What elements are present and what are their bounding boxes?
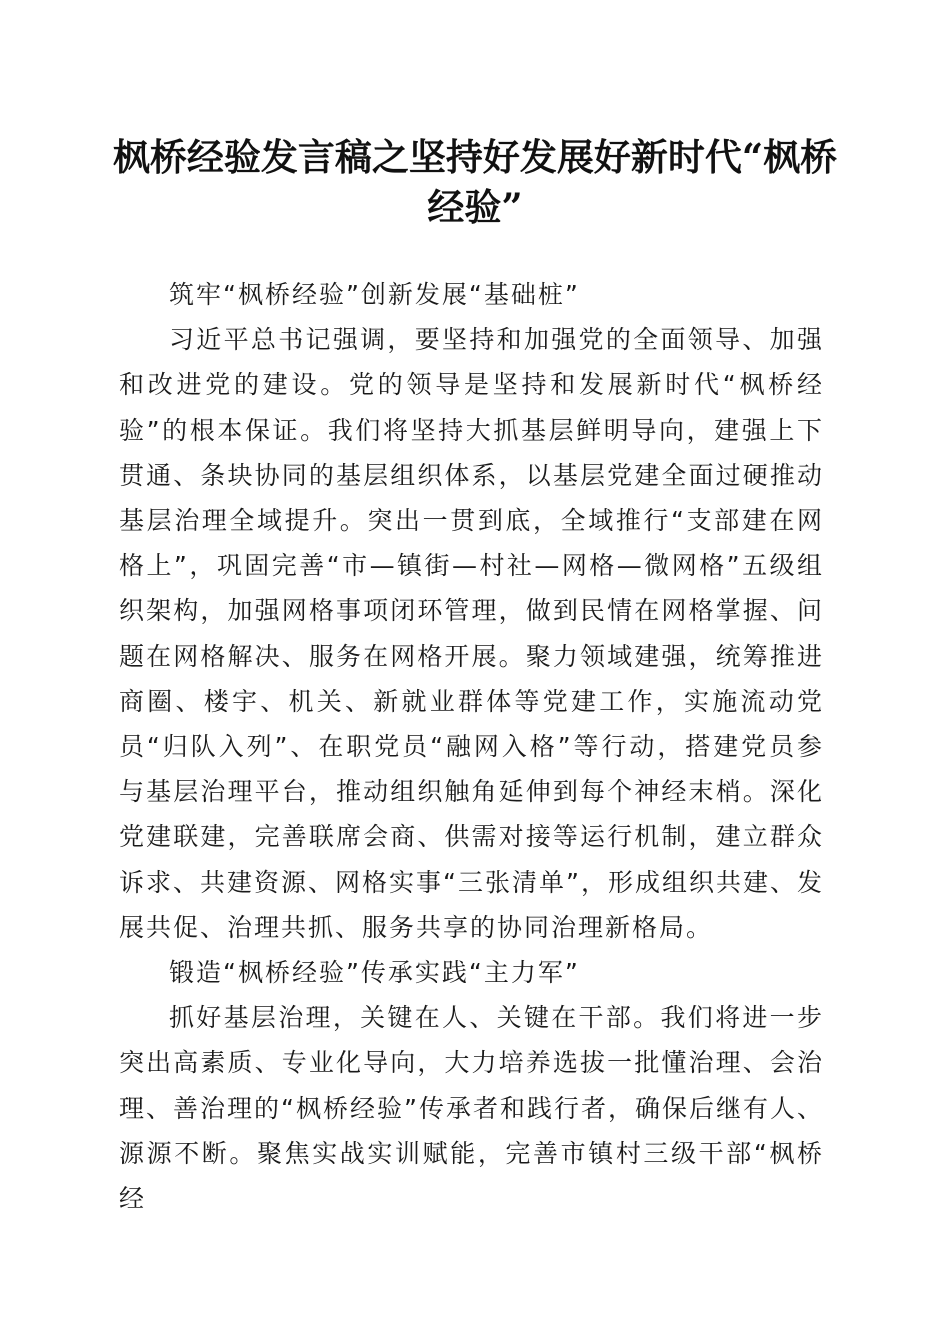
document-title: 枫桥经验发言稿之坚持好发展好新时代“枫桥经验” xyxy=(112,135,838,229)
paragraph-2: 抓好基层治理，关键在人、关键在干部。我们将进一步突出高素质、专业化导向，大力培养选拔一批懂治理、会治理、善治理的“枫桥经验”传承者和践行者，确保后继有人、源源不断。聚焦实战实训赋能，完善市镇村三级干部“枫桥经 xyxy=(119,1003,824,1214)
paragraph-1: 习近平总书记强调，要坚持和加强党的全面领导、加强和改进党的建设。党的领导是坚持和发展新时代“枫桥经验”的根本保证。我们将坚持大抓基层鲜明导向，建强上下贯通、条块协同的基层组织体系，以基层党建全面过硬推动基层治理全域提升。突出一贯到底，全域推行“支部建在网格上”，巩固完善“市—镇街—村社—网格—微网格”五级组织架构，加强网格事项闭环管理，做到民情在网格掌握、问题在网格解决、服务在网格开展。聚力领域建强，统筹推进商圈、楼宇、机关、新就业群体等党建工作，实施流动党员“归队入列”、在职党员“融网入格”等行动，搭建党员参与基层治理平台，推动组织触角延伸到每个神经末梢。深化党建联建，完善联席会商、供需对接等运行机制，建立群众诉求、共建资源、网格实事“三张清单”，形成组织共建、发展共促、治理共抓、服务共享的协同治理新格局。 xyxy=(119,325,824,942)
section-heading-1: 筑牢“枫桥经验”创新发展“基础桩” xyxy=(169,280,580,309)
document-body xyxy=(119,272,824,1221)
section-heading-2: 锻造“枫桥经验”传承实践“主力军” xyxy=(169,958,580,988)
